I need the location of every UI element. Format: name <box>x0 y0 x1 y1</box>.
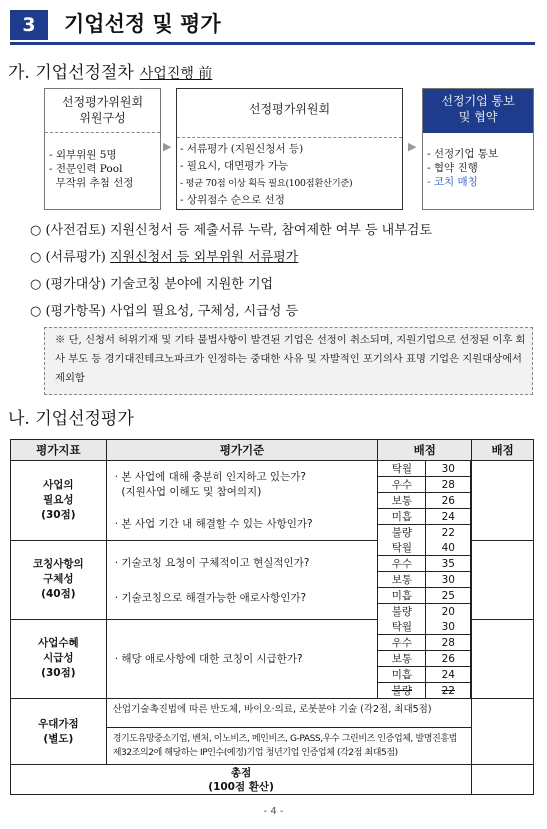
grade-label: 탁월 <box>378 540 426 556</box>
procedure-box-committee <box>44 88 161 210</box>
criteria-text: · 기술코칭으로 해결가능한 애로사항인가? <box>114 591 307 604</box>
criteria-cell <box>106 619 378 699</box>
grade-value: 30 <box>426 619 471 635</box>
procedure-box-evaluation <box>176 88 403 210</box>
bullet-text-underlined: 지원신청서 등 외부위원 서류평가 <box>109 250 299 265</box>
section-rule <box>10 42 535 45</box>
grade-value: 22 <box>426 525 471 541</box>
bonus-criteria-cell <box>106 699 471 765</box>
score-cell <box>472 540 534 619</box>
table-header: 배점 <box>378 440 472 461</box>
grade-value: 22 <box>426 683 471 699</box>
grade-label: 불량 <box>378 525 426 541</box>
table-header: 평가지표 <box>11 440 107 461</box>
grade-value: 28 <box>426 477 471 493</box>
grade-label: 불량 <box>378 683 426 699</box>
grade-value: 40 <box>426 540 471 556</box>
bullet-text: 기술코칭 분야에 지원한 기업 <box>109 277 274 292</box>
grade-label: 탁월 <box>378 461 426 477</box>
procedure-item: 무작위 추첨 선정 <box>49 177 134 189</box>
table-row-bonus <box>11 699 534 765</box>
bullet-text: 사업의 필요성, 구체성, 시급성 등 <box>109 304 299 319</box>
table-row <box>11 461 534 541</box>
grade-label: 미흡 <box>378 667 426 683</box>
bullet-prefix: ○ (평가대상) <box>30 277 110 292</box>
table-row <box>11 540 534 619</box>
score-cell <box>472 461 534 541</box>
category-cell: 사업의 필요성 (30점) <box>11 461 107 541</box>
subsection-b-title: 나. 기업선정평가 <box>8 409 134 429</box>
bullet-prefix: ○ (서류평가) <box>30 250 110 265</box>
grade-table <box>378 619 471 698</box>
grade-value: 26 <box>426 651 471 667</box>
table-header: 평가기준 <box>106 440 378 461</box>
bullet-item <box>30 219 432 238</box>
procedure-box-committee-head: 선정평가위원회 위원구성 <box>61 95 144 125</box>
subsection-a-note: 사업진행 前 <box>139 66 213 82</box>
arrow-right-icon: ▶ <box>163 140 172 153</box>
grade-cell <box>378 461 472 541</box>
bonus-item: 산업기술촉진법에 따른 반도체, 바이오·의료, 로봇분야 기술 (각2점, 최대5점) <box>107 699 471 728</box>
grade-label: 보통 <box>378 493 426 509</box>
grade-label: 미흡 <box>378 509 426 525</box>
exclusion-note: ※ 단, 신청서 허위기재 및 기타 불법사항이 발견된 기업은 선정이 취소되며, 지원기업으로 선정된 이후 회사 부도 등 경기대진테크노파크가 인정하는 중대한 사유 및 자발적인 포기의사 표명 기업은 지원대상에서 제외함 <box>44 327 533 395</box>
evaluation-table <box>10 439 534 795</box>
grade-value: 24 <box>426 509 471 525</box>
subsection-a-heading <box>8 58 212 83</box>
grade-label: 우수 <box>378 556 426 572</box>
grade-label: 불량 <box>378 604 426 620</box>
procedure-item: - 외부위원 5명 <box>49 149 117 161</box>
procedure-item: - 전문인력 Pool <box>49 163 123 175</box>
bullet-item <box>30 246 298 265</box>
procedure-item: - 협약 진행 <box>427 162 478 174</box>
score-cell <box>472 765 534 795</box>
grade-cell <box>378 540 472 619</box>
score-cell <box>472 699 534 765</box>
category-cell: 사업수혜 시급성 (30점) <box>11 619 107 699</box>
grade-value: 28 <box>426 635 471 651</box>
grade-table <box>378 461 471 540</box>
score-cell <box>472 619 534 699</box>
grade-value: 30 <box>426 461 471 477</box>
bullet-prefix: ○ (평가항목) <box>30 304 110 319</box>
table-row-total <box>11 765 534 795</box>
grade-value: 30 <box>426 572 471 588</box>
grade-cell <box>378 619 472 699</box>
subsection-a-title: 가. 기업선정절차 <box>8 63 134 83</box>
table-row <box>11 619 534 699</box>
bullet-prefix: ○ (사전검토) <box>30 223 110 238</box>
criteria-cell <box>106 461 378 541</box>
grade-value: 35 <box>426 556 471 572</box>
criteria-text: · 해당 애로사항에 대한 코칭이 시급한가? <box>114 653 303 666</box>
table-header: 배점 <box>472 440 534 461</box>
section-number-badge: 3 <box>10 10 48 40</box>
category-cell: 코칭사항의 구체성 (40점) <box>11 540 107 619</box>
page-number: - 4 - <box>263 806 284 817</box>
bullet-item <box>30 273 273 292</box>
procedure-box-notify <box>422 88 534 210</box>
procedure-box-notify-head: 선정기업 통보 및 협약 <box>423 89 533 133</box>
grade-table <box>378 540 471 619</box>
procedure-item: - 필요시, 대면평가 가능 <box>180 160 289 172</box>
table-header-row <box>11 440 534 461</box>
bullet-text: 지원신청서 등 제출서류 누락, 참여제한 여부 등 내부검토 <box>109 223 432 238</box>
criteria-cell <box>106 540 378 619</box>
procedure-item: - 서류평가 (지원신청서 등) <box>180 143 304 155</box>
grade-label: 우수 <box>378 635 426 651</box>
category-cell: 우대가점 (별도) <box>11 699 107 765</box>
total-label: 총점 (100점 환산) <box>11 765 472 795</box>
section-title: 기업선정 및 평가 <box>64 12 221 36</box>
procedure-item: - 평균 70점 이상 획득 필요(100점환산기준) <box>180 178 353 189</box>
bullet-item <box>30 300 298 319</box>
grade-label: 미흡 <box>378 588 426 604</box>
procedure-item-highlight: - 코치 매칭 <box>427 176 478 188</box>
grade-value: 25 <box>426 588 471 604</box>
criteria-text: · 기술코칭 요청이 구체적이고 현실적인가? <box>114 556 310 569</box>
bonus-item: 경기도유망중소기업, 벤처, 이노비즈, 메인비즈, G-PASS,우수 그린비즈 인증업체, 발명진흥법 제32조의2에 해당하는 IP인수(예정)기업 청년기업 인증업체 (각2점 최대5점) <box>112 734 457 758</box>
grade-value: 26 <box>426 493 471 509</box>
grade-value: 24 <box>426 667 471 683</box>
grade-label: 보통 <box>378 572 426 588</box>
arrow-right-icon: ▶ <box>408 140 417 153</box>
criteria-text: · 본 사업에 대해 충분히 인지하고 있는가? (지원사업 이해도 및 참여의지) <box>114 470 306 498</box>
grade-label: 우수 <box>378 477 426 493</box>
procedure-box-evaluation-head: 선정평가위원회 <box>248 102 331 116</box>
grade-label: 보통 <box>378 651 426 667</box>
criteria-text: · 본 사업 기간 내 해결할 수 있는 사항인가? <box>114 517 313 530</box>
procedure-item: - 선정기업 통보 <box>427 148 499 160</box>
procedure-item: - 상위점수 순으로 선정 <box>180 194 285 206</box>
grade-value: 20 <box>426 604 471 620</box>
grade-label: 탁월 <box>378 619 426 635</box>
